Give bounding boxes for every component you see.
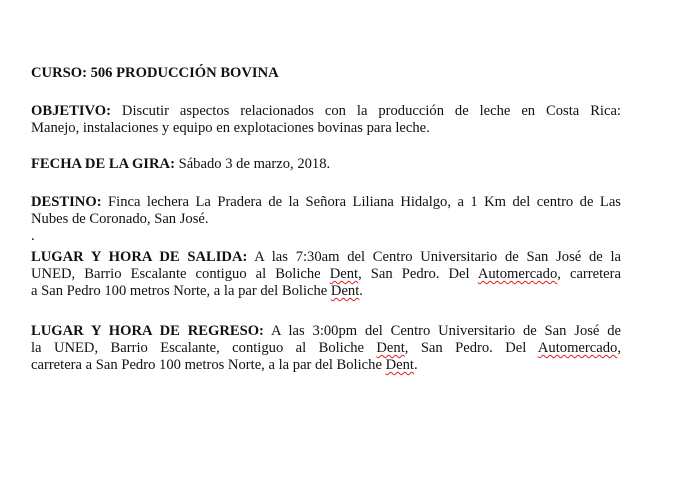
stray-dot-text: .	[31, 228, 35, 244]
period: .	[413, 357, 418, 373]
return-text-2b: , San Pedro. Del	[404, 340, 538, 356]
course-heading	[31, 65, 621, 82]
spellcheck-word: Dent	[329, 266, 359, 282]
period: .	[359, 283, 363, 299]
return-label: LUGAR Y HORA DE REGRESO:	[31, 323, 264, 339]
return-text: A las 3:00pm del Centro Universitario de San José de	[263, 323, 621, 339]
departure-paragraph	[31, 249, 621, 300]
spellcheck-word: Dent	[330, 283, 360, 299]
objective-paragraph	[31, 103, 621, 137]
spellcheck-word: Automercado	[537, 340, 618, 356]
destination-paragraph	[31, 194, 621, 228]
objective-text: Discutir aspectos relacionados con la producción de leche en Costa Rica:	[111, 103, 621, 119]
date-label: FECHA DE LA GIRA:	[31, 156, 175, 172]
spellcheck-word: Dent	[376, 340, 405, 356]
departure-text-2c: , carretera	[557, 266, 621, 282]
return-paragraph	[31, 323, 621, 374]
objective-label: OBJETIVO:	[31, 103, 111, 119]
return-text-2c: ,	[617, 340, 621, 356]
departure-text: A las 7:30am del Centro Universitario de San José de la	[247, 249, 621, 265]
departure-text-2b: , San Pedro. Del	[358, 266, 478, 282]
destination-text-2: Nubes de Coronado, San José.	[31, 211, 209, 227]
departure-text-3: a San Pedro 100 metros Norte, a la par del Boliche	[31, 283, 331, 299]
destination-label: DESTINO:	[31, 194, 102, 210]
departure-text-2a: UNED, Barrio Escalante contiguo al Boliche	[31, 266, 330, 282]
date-paragraph	[31, 156, 621, 173]
spellcheck-word: Dent	[385, 357, 414, 373]
stray-dot	[31, 228, 621, 245]
destination-text: Finca lechera La Pradera de la Señora Liliana Hidalgo, a 1 Km del centro de Las	[101, 194, 621, 210]
departure-label: LUGAR Y HORA DE SALIDA:	[31, 249, 248, 265]
date-value: Sábado 3 de marzo, 2018.	[174, 156, 331, 172]
course-label: CURSO: 506 PRODUCCIÓN BOVINA	[31, 65, 279, 81]
return-text-2a: la UNED, Barrio Escalante, contiguo al Boliche	[31, 340, 377, 356]
objective-text-2: Manejo, instalaciones y equipo en explotaciones bovinas para leche.	[31, 120, 430, 136]
spellcheck-word: Automercado	[477, 266, 558, 282]
return-text-3: carretera a San Pedro 100 metros Norte, a la par del Boliche	[31, 357, 386, 373]
